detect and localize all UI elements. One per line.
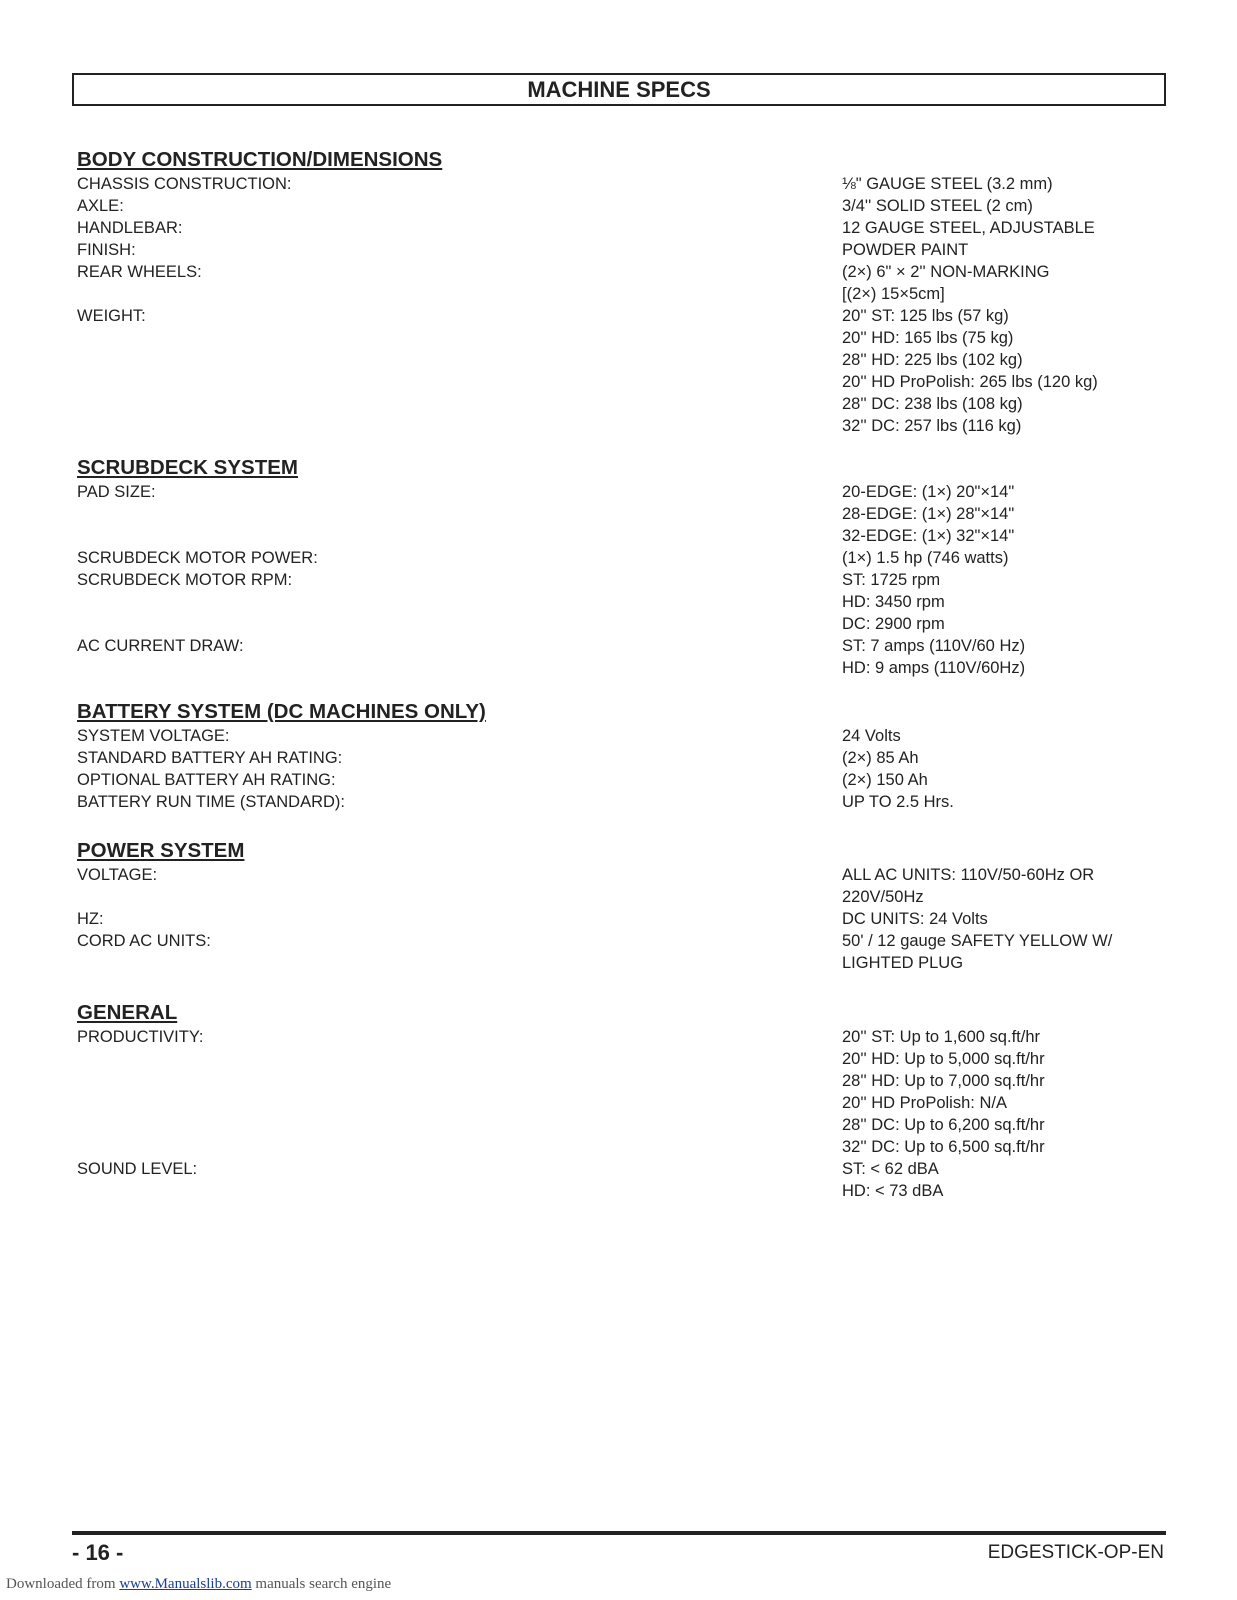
spec-value: ST: 1725 rpm [842, 571, 941, 589]
section-scrubdeck-system [77, 455, 1167, 679]
spec-value: LIGHTED PLUG [842, 954, 964, 972]
spec-row [77, 569, 1167, 635]
spec-row [77, 1158, 1167, 1202]
spec-label: CORD AC UNITS: [77, 932, 211, 950]
spec-value: 20'' HD ProPolish: 265 lbs (120 kg) [842, 373, 1098, 391]
spec-row [77, 261, 1167, 305]
spec-row [77, 864, 1167, 908]
spec-value: HD: 9 amps (110V/60Hz) [842, 659, 1026, 677]
spec-value: 28'' HD: Up to 7,000 sq.ft/hr [842, 1072, 1045, 1090]
spec-label: HZ: [77, 910, 104, 928]
spec-row [77, 173, 1167, 195]
spec-row [77, 635, 1167, 679]
spec-label: VOLTAGE: [77, 866, 158, 884]
download-suffix: manuals search engine [255, 1576, 392, 1592]
spec-value: POWDER PAINT [842, 241, 969, 259]
spec-value: (2×) 85 Ah [842, 749, 919, 767]
spec-label: STANDARD BATTERY AH RATING: [77, 749, 343, 767]
section-heading: GENERAL [77, 1001, 178, 1024]
spec-label: PRODUCTIVITY: [77, 1028, 204, 1046]
section-battery-system [77, 699, 1167, 813]
spec-value: 32'' DC: 257 lbs (116 kg) [842, 417, 1022, 435]
spec-label: SOUND LEVEL: [77, 1160, 198, 1178]
spec-value: DC: 2900 rpm [842, 615, 945, 633]
footer-divider [72, 1531, 1166, 1535]
spec-label: HANDLEBAR: [77, 219, 183, 237]
spec-row [77, 725, 1167, 747]
spec-value: 20'' ST: Up to 1,600 sq.ft/hr [842, 1028, 1040, 1046]
spec-value: UP TO 2.5 Hrs. [842, 793, 954, 811]
spec-value: 20-EDGE: (1×) 20"×14" [842, 483, 1015, 501]
section-power-system [77, 838, 1167, 974]
spec-row [77, 769, 1167, 791]
spec-row [77, 1026, 1167, 1158]
spec-value: 28'' HD: 225 lbs (102 kg) [842, 351, 1023, 369]
spec-label: SCRUBDECK MOTOR RPM: [77, 571, 293, 589]
spec-value: 32'' DC: Up to 6,500 sq.ft/hr [842, 1138, 1045, 1156]
spec-row [77, 239, 1167, 261]
spec-value: (2×) 6" × 2'' NON-MARKING [842, 263, 1050, 281]
spec-value: 24 Volts [842, 727, 901, 745]
spec-row [77, 217, 1167, 239]
spec-row [77, 908, 1167, 930]
spec-value: 20'' HD: Up to 5,000 sq.ft/hr [842, 1050, 1045, 1068]
manualslib-link[interactable]: www.Manualslib.com [119, 1576, 252, 1592]
spec-label: OPTIONAL BATTERY AH RATING: [77, 771, 336, 789]
spec-label: REAR WHEELS: [77, 263, 202, 281]
spec-value: 28'' DC: Up to 6,200 sq.ft/hr [842, 1116, 1045, 1134]
spec-value: 20'' ST: 125 lbs (57 kg) [842, 307, 1009, 325]
spec-row [77, 195, 1167, 217]
spec-value: DC UNITS: 24 Volts [842, 910, 988, 928]
spec-value: HD: < 73 dBA [842, 1182, 944, 1200]
spec-label: WEIGHT: [77, 307, 146, 325]
spec-value: [(2×) 15×5cm] [842, 285, 945, 303]
section-heading: POWER SYSTEM [77, 839, 245, 862]
spec-label: FINISH: [77, 241, 136, 259]
section-heading: SCRUBDECK SYSTEM [77, 456, 298, 479]
spec-row [77, 305, 1167, 437]
spec-label: AXLE: [77, 197, 124, 215]
spec-value: ST: < 62 dBA [842, 1160, 939, 1178]
spec-row [77, 481, 1167, 547]
section-heading: BATTERY SYSTEM (DC MACHINES ONLY) [77, 700, 486, 723]
spec-value: 220V/50Hz [842, 888, 924, 906]
spec-value: 20'' HD ProPolish: N/A [842, 1094, 1007, 1112]
page-number: - 16 - [72, 1540, 124, 1565]
spec-label: BATTERY RUN TIME (STANDARD): [77, 793, 345, 811]
spec-value: (2×) 150 Ah [842, 771, 928, 789]
spec-label: CHASSIS CONSTRUCTION: [77, 175, 292, 193]
spec-value: 32-EDGE: (1×) 32"×14" [842, 527, 1015, 545]
spec-value: 12 GAUGE STEEL, ADJUSTABLE [842, 219, 1095, 237]
spec-value: 20'' HD: 165 lbs (75 kg) [842, 329, 1014, 347]
spec-row [77, 747, 1167, 769]
spec-value: ST: 7 amps (110V/60 Hz) [842, 637, 1026, 655]
download-notice [6, 1576, 391, 1593]
spec-value: HD: 3450 rpm [842, 593, 945, 611]
spec-value: 3/4'' SOLID STEEL (2 cm) [842, 197, 1033, 215]
page-title: MACHINE SPECS [72, 73, 1166, 106]
spec-value: (1×) 1.5 hp (746 watts) [842, 549, 1009, 567]
spec-row [77, 930, 1167, 974]
section-body-construction [77, 147, 1167, 437]
spec-row [77, 791, 1167, 813]
spec-value: 50' / 12 gauge SAFETY YELLOW W/ [842, 932, 1113, 950]
download-prefix: Downloaded from [6, 1576, 116, 1592]
spec-value: ALL AC UNITS: 110V/50-60Hz OR [842, 866, 1095, 884]
spec-value: ⅛" GAUGE STEEL (3.2 mm) [842, 175, 1053, 193]
spec-value: 28-EDGE: (1×) 28"×14" [842, 505, 1015, 523]
section-general [77, 1000, 1167, 1202]
spec-label: PAD SIZE: [77, 483, 156, 501]
document-code: EDGESTICK-OP-EN [987, 1542, 1164, 1563]
spec-label: SCRUBDECK MOTOR POWER: [77, 549, 318, 567]
spec-label: SYSTEM VOLTAGE: [77, 727, 230, 745]
spec-row [77, 547, 1167, 569]
section-heading: BODY CONSTRUCTION/DIMENSIONS [77, 148, 443, 171]
spec-value: 28'' DC: 238 lbs (108 kg) [842, 395, 1023, 413]
spec-label: AC CURRENT DRAW: [77, 637, 244, 655]
